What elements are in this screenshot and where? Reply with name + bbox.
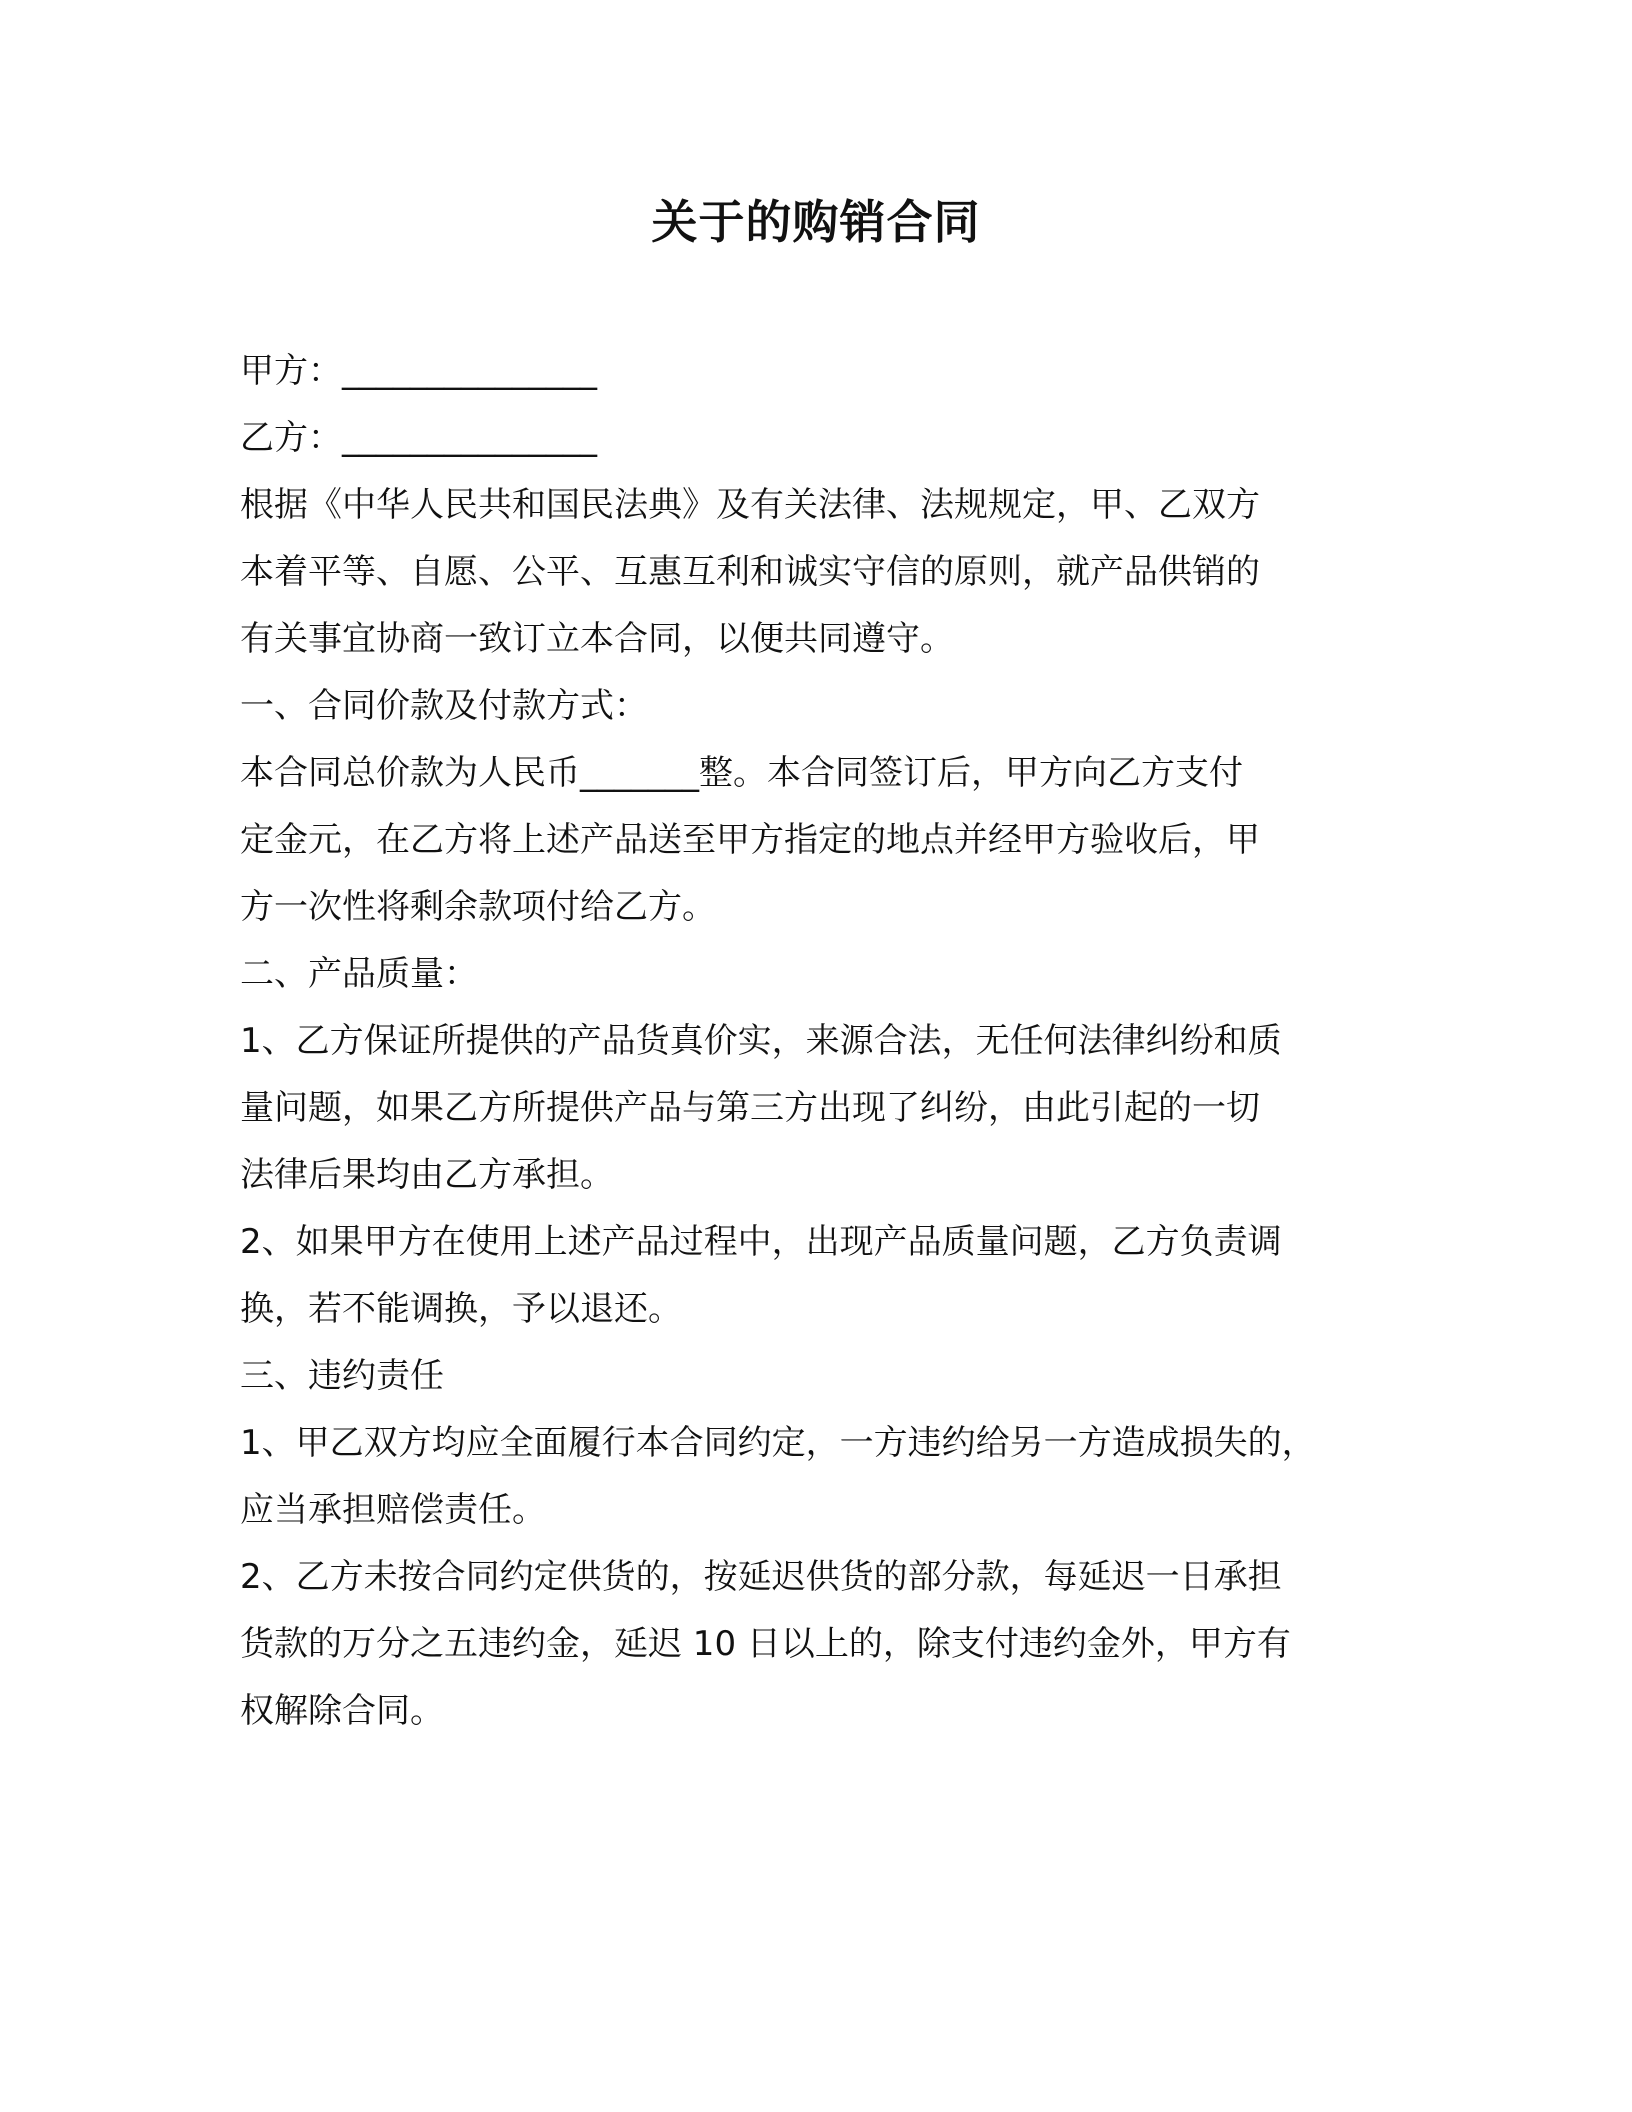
paragraph-line: 货款的万分之五违约金，延迟 10 日以上的，除支付违约金外，甲方有 xyxy=(240,1624,1291,1664)
paragraph-line: 量问题，如果乙方所提供产品与第三方出现了纠纷，由此引起的一切 xyxy=(240,1088,1260,1128)
section-heading: 二、产品质量： xyxy=(240,954,478,994)
paragraph-line: 1、乙方保证所提供的产品货真价实，来源合法，无任何法律纠纷和质 xyxy=(240,1021,1282,1061)
paragraph-line: 权解除合同。 xyxy=(240,1691,444,1731)
document-body xyxy=(240,338,1440,1745)
preamble-line: 本着平等、自愿、公平、互惠互利和诚实守信的原则，就产品供销的 xyxy=(240,552,1260,592)
document-title: 关于的购销合同 xyxy=(651,195,981,249)
paragraph-line: 法律后果均由乙方承担。 xyxy=(240,1155,614,1195)
preamble-line: 有关事宜协商一致订立本合同，以便共同遵守。 xyxy=(240,619,954,659)
paragraph-line: 应当承担赔偿责任。 xyxy=(240,1490,546,1530)
party-b-line: 乙方：_______________ xyxy=(240,418,597,458)
preamble-line: 根据《中华人民共和国民法典》及有关法律、法规规定，甲、乙双方 xyxy=(240,485,1260,525)
paragraph-line: 1、甲乙双方均应全面履行本合同约定，一方违约给另一方造成损失的， xyxy=(240,1423,1316,1463)
party-a-line: 甲方：_______________ xyxy=(240,351,597,391)
paragraph-line: 2、如果甲方在使用上述产品过程中，出现产品质量问题，乙方负责调 xyxy=(240,1222,1282,1262)
paragraph-line: 方一次性将剩余款项付给乙方。 xyxy=(240,887,716,927)
paragraph-line: 换，若不能调换，予以退还。 xyxy=(240,1289,682,1329)
paragraph-line: 定金元，在乙方将上述产品送至甲方指定的地点并经甲方验收后，甲 xyxy=(240,820,1260,860)
paragraph-line: 本合同总价款为人民币_______整。本合同签订后，甲方向乙方支付 xyxy=(240,753,1243,793)
paragraph-line: 2、乙方未按合同约定供货的，按延迟供货的部分款，每延迟一日承担 xyxy=(240,1557,1282,1597)
section-heading: 一、合同价款及付款方式： xyxy=(240,686,648,726)
section-heading: 三、违约责任 xyxy=(240,1356,444,1396)
